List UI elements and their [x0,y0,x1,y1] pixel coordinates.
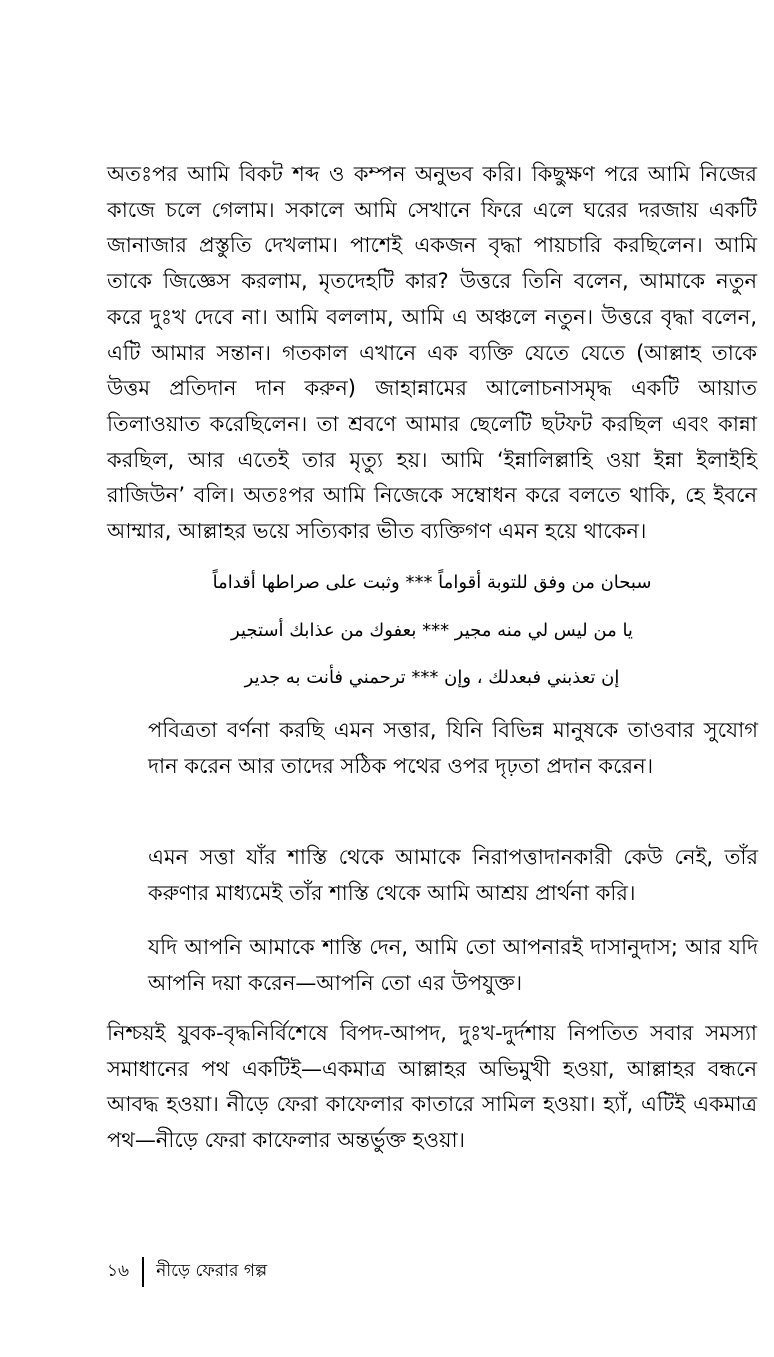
arabic-verse-1: سبحان من وفق للتوبة أقواماً *** وثبت على صراطها أقداماً [212,572,652,593]
verse-translation-1: পবিত্রতা বর্ণনা করছি এমন সত্তার, যিনি বিভিন্ন মানুষকে তাওবার সুযোগ দান করেন আর তাদের সঠিক পথের ওপর দৃঢ়তা প্রদান করেন। [148,718,758,778]
body-paragraph-2: নিশ্চয়ই যুবক-বৃদ্ধনির্বিশেষে বিপদ-আপদ, দুঃখ-দুর্দশায় নিপতিত সবার সমস্যা সমাধানের পথ একটিই—একমাত্র আল্লাহর অভিমুখী হওয়া, আল্লাহর বন্ধনে আবদ্ধ হওয়া। নীড়ে ফেরা কাফেলার কাতারে সামিল হওয়া। হ্যাঁ, এটিই একমাত্র পথ—নীড়ে ফেরা কাফেলার অন্তর্ভুক্ত হওয়া। [107,1021,757,1152]
page-number: ১৬ [107,1261,130,1281]
page-footer [107,1254,267,1290]
verse-translation-3: যদি আপনি আমাকে শাস্তি দেন, আমি তো আপনারই দাসানুদাস; আর যদি আপনি দয়া করেন—আপনি তো এর উপযুক্ত। [148,935,758,995]
verse-translation-2: এমন সত্তা যাঁর শাস্তি থেকে আমাকে নিরাপত্তাদানকারী কেউ নেই, তাঁর করুণার মাধ্যমেই তাঁর শাস্তি থেকে আমি আশ্রয় প্রার্থনা করি। [148,845,758,905]
body-paragraph-1: অতঃপর আমি বিকট শব্দ ও কম্পন অনুভব করি। কিছুক্ষণ পরে আমি নিজের কাজে চলে গেলাম। সকালে আমি সেখানে ফিরে এলে ঘরের দরজায় একটি জানাজার প্রস্তুতি দেখলাম। পাশেই একজন বৃদ্ধা পায়চারি করছিলেন। আমি তাকে জিজ্ঞেস করলাম, মৃতদেহটি কার? উত্তরে তিনি বলেন, আমাকে নতুন করে দুঃখ দেবে না। আমি বললাম, আমি এ অঞ্চলে নতুন। উত্তরে বৃদ্ধা বলেন, এটি আমার সন্তান। গতকাল এখানে এক ব্যক্তি যেতে যেতে (আল্লাহ তাকে উত্তম প্রতিদান দান করুন) জাহান্নামের আলোচনাসমৃদ্ধ একটি আয়াত তিলাওয়াত করেছিলেন। তা শ্রবণে আমার ছেলেটি ছটফট করছিল এবং কান্না করছিল, আর এতেই তার মৃত্যু হয়। আমি ‘ইন্নালিল্লাহি ওয়া ইন্না ইলাইহি রাজিউন’ বলি। অতঃপর আমি নিজেকে সম্বোধন করে বলতে থাকি, হে ইবনে আম্মার, আল্লাহর ভয়ে সত্যিকার ভীত ব্যক্তিগণ এমন হয়ে থাকেন। [107,162,757,544]
arabic-verse-3: إن تعذبني فبعدلك ، وإن *** ترحمني فأنت به جدير [244,667,620,688]
arabic-verse-2: يا من ليس لي منه مجير *** بعفوك من عذابك أستجير [231,620,633,641]
running-book-title: নীড়ে ফেরার গল্প [156,1261,268,1281]
